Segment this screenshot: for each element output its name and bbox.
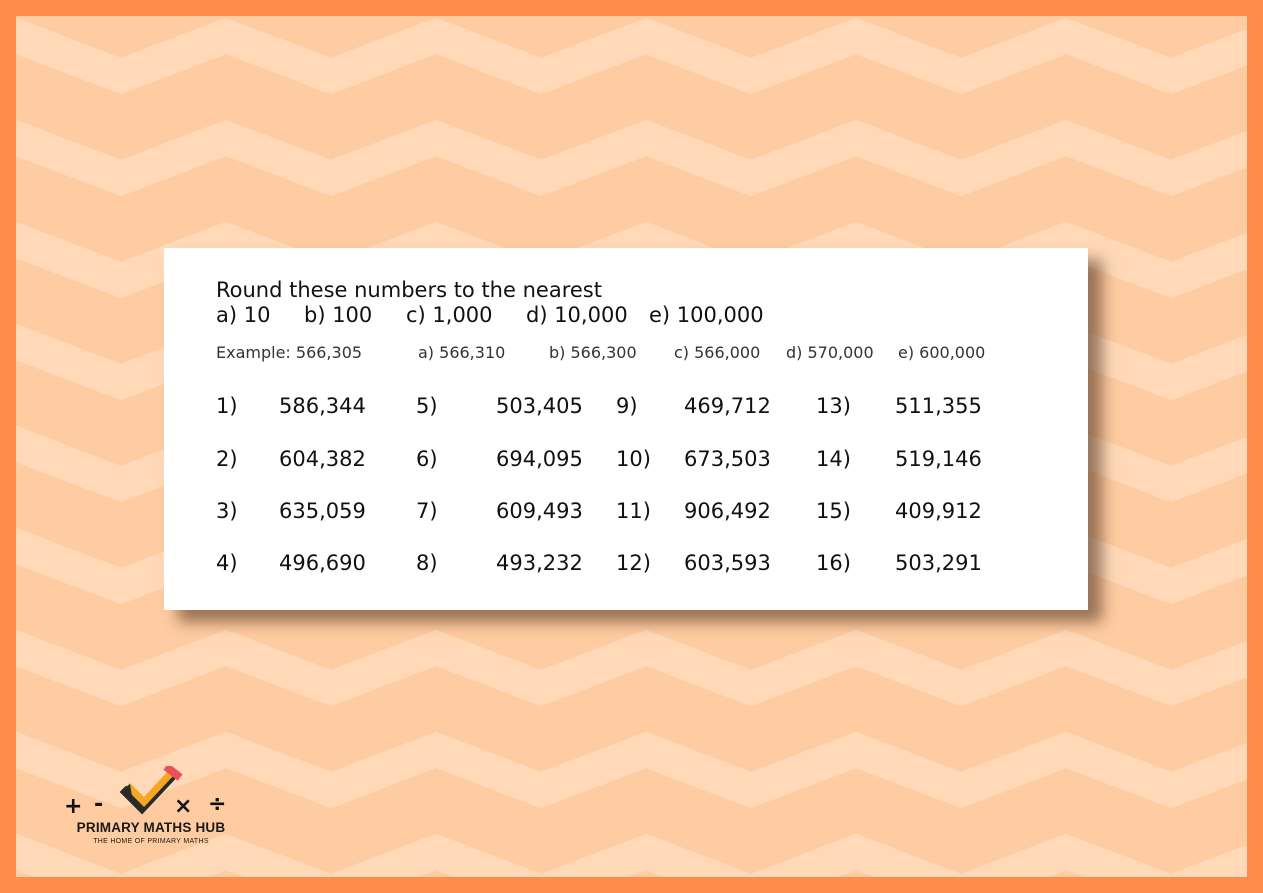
option-a: a) 10 (216, 303, 271, 327)
question-value: 673,503 (684, 447, 771, 471)
minus-symbol: - (94, 792, 104, 817)
question-value: 635,059 (279, 499, 366, 523)
option-b: b) 100 (304, 303, 373, 327)
question-value: 603,593 (684, 551, 771, 575)
multiply-symbol: × (174, 794, 193, 819)
question-number: 14) (816, 447, 851, 471)
question-value: 496,690 (279, 551, 366, 575)
question-value: 493,232 (496, 551, 583, 575)
question-number: 12) (616, 551, 651, 575)
question-number: 5) (416, 394, 438, 418)
question-value: 469,712 (684, 394, 771, 418)
logo-tagline: THE HOME OF PRIMARY MATHS (93, 838, 209, 845)
question-number: 6) (416, 447, 438, 471)
question-number: 16) (816, 551, 851, 575)
question-value: 609,493 (496, 499, 583, 523)
divide-symbol: ÷ (208, 792, 227, 817)
question-value: 511,355 (895, 394, 982, 418)
question-value: 906,492 (684, 499, 771, 523)
example-answer-a: a) 566,310 (418, 343, 506, 362)
question-number: 9) (616, 394, 638, 418)
question-number: 13) (816, 394, 851, 418)
example-answer-d: d) 570,000 (786, 343, 874, 362)
option-c: c) 1,000 (406, 303, 493, 327)
question-number: 3) (216, 499, 238, 523)
question-value: 503,405 (496, 394, 583, 418)
question-number: 1) (216, 394, 238, 418)
option-e: e) 100,000 (649, 303, 764, 327)
question-value: 519,146 (895, 447, 982, 471)
question-value: 586,344 (279, 394, 366, 418)
option-d: d) 10,000 (526, 303, 628, 327)
question-value: 409,912 (895, 499, 982, 523)
chevron-stripe (16, 138, 1247, 178)
logo-brand-name: PRIMARY MATHS HUB (76, 820, 226, 835)
question-value: 694,095 (496, 447, 583, 471)
question-number: 4) (216, 551, 238, 575)
example-answer-b: b) 566,300 (549, 343, 637, 362)
question-number: 8) (416, 551, 438, 575)
instruction-heading: Round these numbers to the nearest (216, 278, 602, 302)
worksheet-card (164, 248, 1088, 610)
primary-maths-hub-logo (56, 766, 246, 851)
chevron-stripe (16, 852, 1247, 877)
question-number: 7) (416, 499, 438, 523)
question-value: 503,291 (895, 551, 982, 575)
example-answer-e: e) 600,000 (898, 343, 986, 362)
question-number: 10) (616, 447, 651, 471)
plus-symbol: + (64, 794, 83, 819)
example-label: Example: 566,305 (216, 343, 363, 362)
question-number: 11) (616, 499, 651, 523)
chevron-stripe (16, 36, 1247, 76)
question-number: 2) (216, 447, 238, 471)
question-number: 15) (816, 499, 851, 523)
example-answer-c: c) 566,000 (674, 343, 761, 362)
chevron-stripe (16, 648, 1247, 688)
question-value: 604,382 (279, 447, 366, 471)
